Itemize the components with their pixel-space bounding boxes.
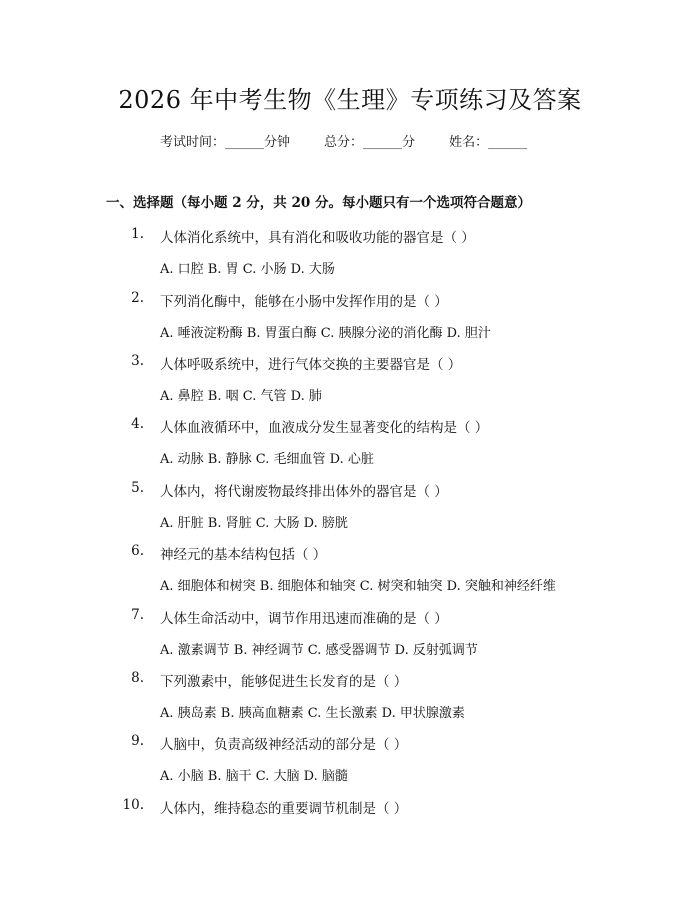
question-item <box>0 353 700 404</box>
exam-time-unit: 分钟 <box>264 135 291 150</box>
question-item <box>0 480 700 531</box>
question-options: A. 小脑 B. 脑干 C. 大脑 D. 脑髓 <box>160 769 348 784</box>
section-heading: 一、选择题（每小题 2 分，共 20 分。每小题只有一个选项符合题意） <box>106 195 531 211</box>
question-stem: 人脑中，负责高级神经活动的部分是（ ） <box>160 737 408 753</box>
question-number: 2. <box>131 290 144 306</box>
question-stem: 下列激素中，能够促进生长发育的是（ ） <box>160 674 408 690</box>
name-blank: ______ <box>488 135 528 150</box>
question-item <box>0 670 700 721</box>
exam-time-field <box>160 135 290 150</box>
question-item <box>0 290 700 341</box>
question-number: 9. <box>131 733 144 749</box>
exam-time-label: 考试时间： <box>160 135 226 150</box>
name-field <box>449 135 527 150</box>
question-options: A. 胰岛素 B. 胰高血糖素 C. 生长激素 D. 甲状腺激素 <box>160 706 465 721</box>
question-options: A. 激素调节 B. 神经调节 C. 感受器调节 D. 反射弧调节 <box>160 643 478 658</box>
question-stem: 人体内，维持稳态的重要调节机制是（ ） <box>160 801 408 817</box>
question-stem: 人体血液循环中，血液成分发生显著变化的结构是（ ） <box>160 420 489 436</box>
total-score-field <box>324 135 415 150</box>
total-score-unit: 分 <box>402 135 416 150</box>
question-options: A. 鼻腔 B. 咽 C. 气管 D. 肺 <box>160 389 322 404</box>
question-number: 6. <box>131 543 144 559</box>
question-options: A. 动脉 B. 静脉 C. 毛细血管 D. 心脏 <box>160 452 374 467</box>
question-number: 4. <box>131 416 144 432</box>
question-number: 10. <box>122 797 144 813</box>
question-options: A. 口腔 B. 胃 C. 小肠 D. 大肠 <box>160 262 335 277</box>
document-title: 2026 年中考生物《生理》专项练习及答案 <box>118 86 582 114</box>
question-item <box>0 543 700 594</box>
question-stem: 人体呼吸系统中，进行气体交换的主要器官是（ ） <box>160 357 462 373</box>
question-options: A. 唾液淀粉酶 B. 胃蛋白酶 C. 胰腺分泌的消化酶 D. 胆汁 <box>160 326 491 341</box>
total-score-blank: ______ <box>363 135 403 150</box>
question-stem: 神经元的基本结构包括（ ） <box>160 547 327 563</box>
question-options: A. 肝脏 B. 肾脏 C. 大肠 D. 膀胱 <box>160 516 348 531</box>
question-item <box>0 797 700 829</box>
question-item <box>0 226 700 277</box>
question-stem: 人体生命活动中，调节作用迅速而准确的是（ ） <box>160 611 448 627</box>
exam-meta-line <box>160 131 527 150</box>
question-options: A. 细胞体和树突 B. 细胞体和轴突 C. 树突和轴突 D. 突触和神经纤维 <box>160 579 556 594</box>
question-item <box>0 607 700 658</box>
total-score-label: 总分： <box>324 135 364 150</box>
question-item <box>0 416 700 467</box>
question-stem: 下列消化酶中，能够在小肠中发挥作用的是（ ） <box>160 294 448 310</box>
name-label: 姓名： <box>449 135 489 150</box>
question-item <box>0 733 700 784</box>
question-number: 3. <box>131 353 144 369</box>
question-stem: 人体内，将代谢废物最终排出体外的器官是（ ） <box>160 484 448 500</box>
question-number: 5. <box>131 480 144 496</box>
exam-time-blank: ______ <box>225 135 265 150</box>
question-number: 1. <box>131 226 144 242</box>
question-stem: 人体消化系统中，具有消化和吸收功能的器官是（ ） <box>160 230 475 246</box>
question-number: 8. <box>131 670 144 686</box>
question-number: 7. <box>131 607 144 623</box>
